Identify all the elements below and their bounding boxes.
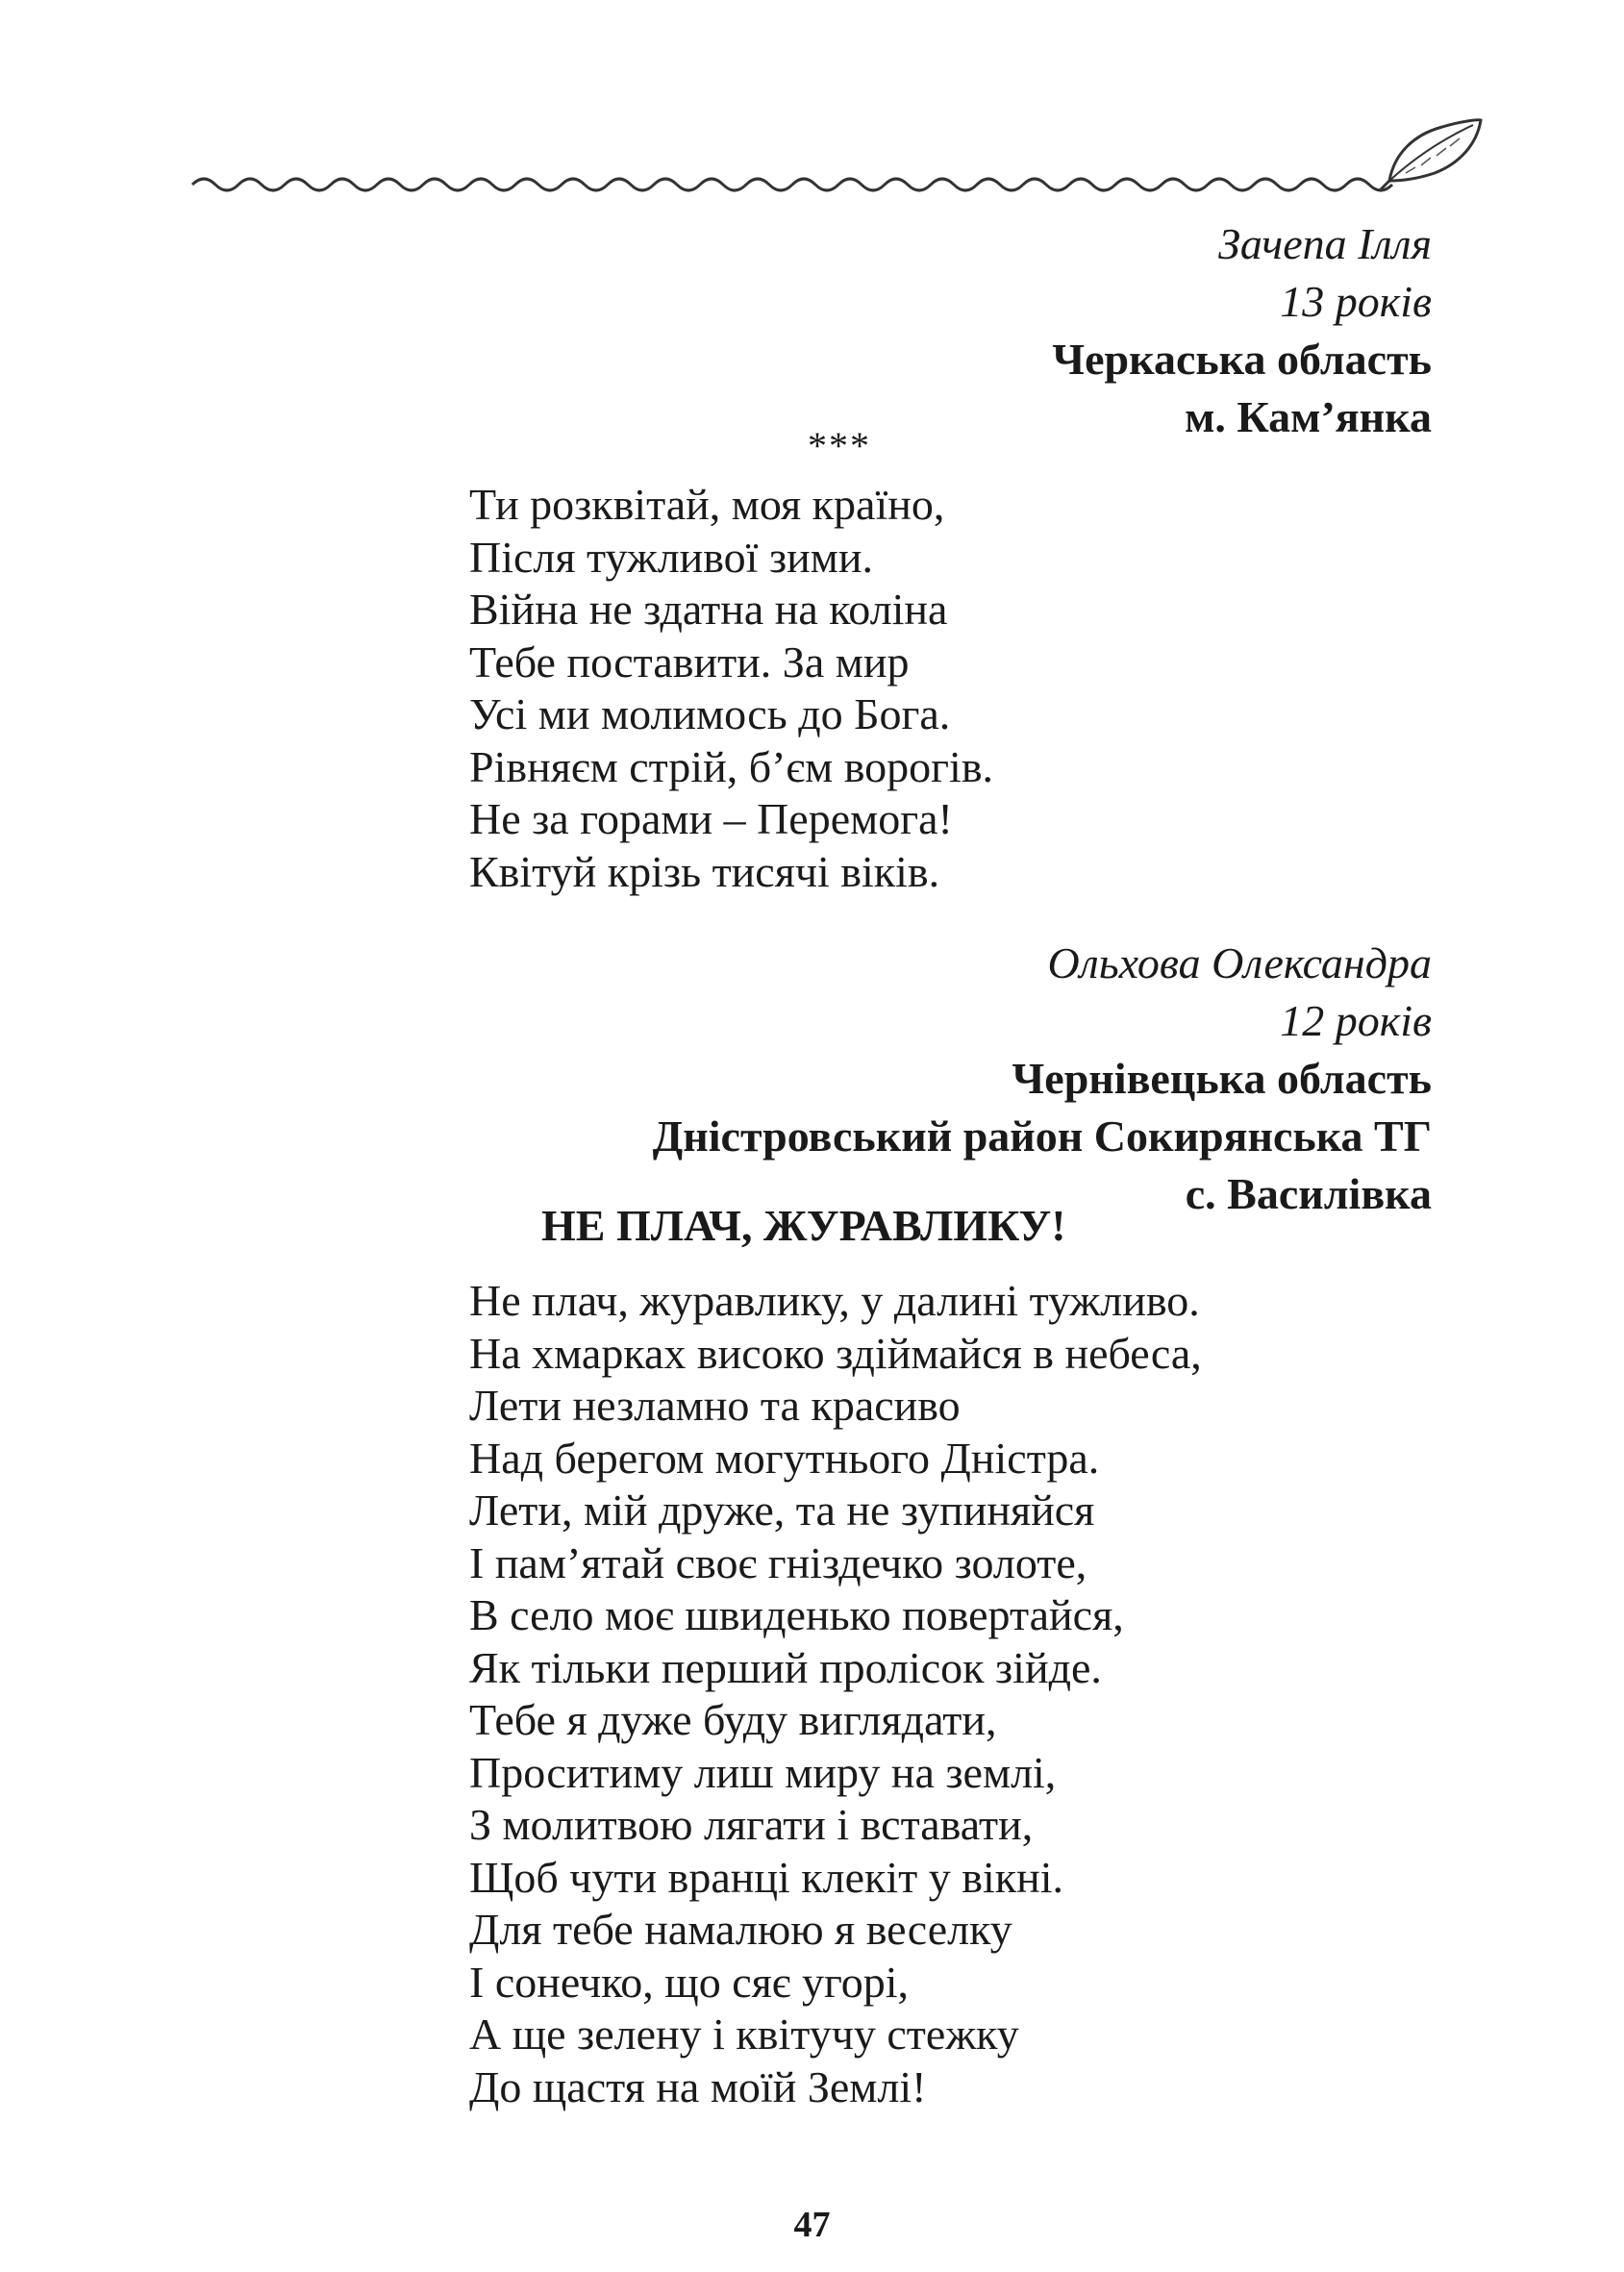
poem-line: Усі ми молимось до Бога. [469, 689, 951, 738]
author-age: 12 років [1280, 996, 1432, 1045]
author-village: с. Василівка [1185, 1169, 1432, 1218]
author-age: 13 років [1280, 277, 1432, 326]
author-region: Черкаська область [1052, 335, 1432, 384]
poem-line: Рівняєм стрій, б’єм ворогів. [469, 741, 994, 791]
poem-line: Над берегом могутнього Дністра. [469, 1433, 1100, 1483]
poem-separator: *** [808, 424, 871, 467]
poem-line: Тебе я дуже буду виглядати, [469, 1695, 997, 1744]
author-town: м. Кам’янка [1185, 392, 1432, 441]
poem-line: До щастя на моїй Землі! [469, 2061, 927, 2111]
poem-line: Тебе поставити. За мир [469, 637, 910, 687]
poem-line: Як тільки перший пролісок зійде. [469, 1642, 1102, 1692]
poem-title: НЕ ПЛАЧ, ЖУРАВЛИКУ! [541, 1201, 1066, 1250]
poem-2 [469, 1275, 1202, 2113]
author-name: Ольхова Олександра [1047, 938, 1432, 987]
poem-line: Проситиму лиш миру на землі, [469, 1747, 1057, 1797]
wavy-line [192, 179, 1392, 190]
poem-line: На хмарках високо здіймайся в небеса, [469, 1328, 1202, 1378]
poem-line: Війна не здатна на коліна [469, 585, 948, 634]
poem-line: Не плач, журавлику, у далині тужливо. [469, 1276, 1200, 1325]
poem-line: Лети незламно та красиво [469, 1381, 961, 1430]
poem-line: А ще зелену і квітучу стежку [469, 2010, 1019, 2059]
author-block-1 [1052, 215, 1432, 446]
author-district: Дністровський район Сокирянська ТГ [652, 1111, 1432, 1161]
poem-line: Лети, мій друже, та не зупиняйся [469, 1486, 1095, 1535]
poem-line: Квітуй крізь тисячі віків. [469, 846, 940, 896]
poem-line: В село моє швиденько повертайся, [469, 1590, 1124, 1639]
poem-line: І сонечко, що сяє угорі, [469, 1957, 910, 2007]
author-name: Зачепа Ілля [1218, 219, 1432, 268]
poem-line: Ти розквітай, моя країно, [469, 480, 945, 529]
poem-line: І пам’ятай своє гніздечко золоте, [469, 1537, 1087, 1587]
author-block-2 [653, 935, 1432, 1223]
poem-line: Не за горами – Перемога! [469, 794, 953, 843]
author-region: Чернівецька область [1012, 1054, 1432, 1103]
quill-icon [1380, 120, 1481, 190]
poem-line: З молитвою лягати і вставати, [469, 1800, 1034, 1849]
poem-line: Після тужливої зими. [469, 532, 873, 582]
poem-line: Щоб чути вранці клекіт у вікні. [469, 1852, 1064, 1902]
header-ornament [0, 0, 1624, 212]
poem-line: Для тебе намалюю я веселку [469, 1905, 1012, 1954]
page-number: 47 [793, 2205, 831, 2245]
poem-1 [469, 479, 993, 898]
